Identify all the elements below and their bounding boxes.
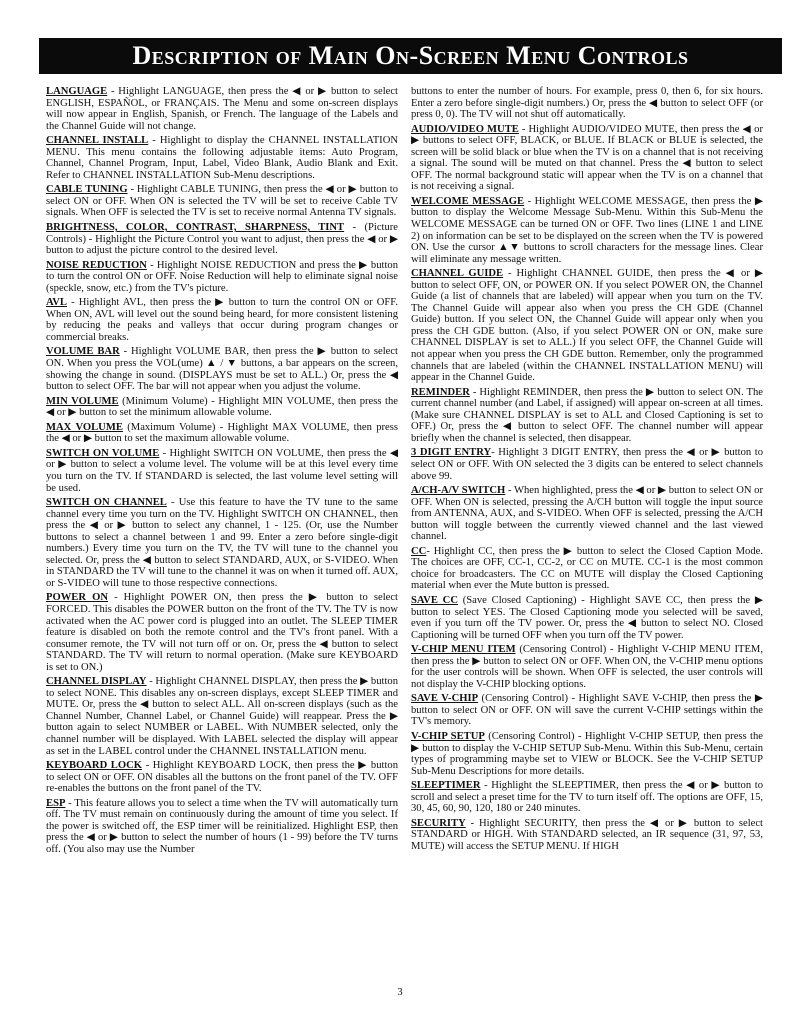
entry-text: (Censoring Control) - Highlight SAVE V-CHIP, then press the ▶ button to select ON or OFF. ON will save the current V-CHIP settings within the TV's memory. — [411, 693, 763, 728]
entry-term: NOISE REDUCTION — [46, 259, 147, 271]
entry-text: - Highlight CC, then press the ▶ button to select the Closed Caption Mode. The choices are OFF, CC-1, CC-2, or CC on MUTE. CC-1 is the most common choice for broadcasters. The CC on MUTE will display the Closed Captioning material when ever the Mute button is pressed. — [411, 545, 763, 592]
entry-text: - Highlight NOISE REDUCTION and press the ▶ button to turn the control ON or OFF. Noise Reduction will help to eliminate signal noise (speckle, snow, etc.) from the TV's picture. — [46, 259, 398, 294]
entry-channel-guide — [411, 268, 763, 383]
entry-term: BRIGHTNESS, COLOR, CONTRAST, SHARPNESS, TINT — [46, 222, 345, 234]
entry-term: WELCOME MESSAGE — [411, 195, 525, 207]
entry-term: AVL — [46, 297, 68, 309]
entry-noise-reduction — [46, 260, 398, 295]
page-title: Description of Main On-Screen Menu Controls — [39, 38, 782, 74]
entry-switch-on-channel — [46, 497, 398, 589]
entry-text: - This feature allows you to select a time when the TV will automatically turn off. The TV must remain on continuously during the amount of time you select. If the power is switched off, the ESP timer will be reinitialized. Highlight ESP, then press the ◀ or ▶ button to select the number of hours (1 - 99) before the TV turns off. (You also may use the Number — [46, 797, 398, 855]
entry-term: LANGUAGE — [46, 86, 108, 97]
entry-channel-display — [46, 676, 398, 757]
entry-text: - Highlight POWER ON, then press the ▶ button to select FORCED. This disables the POWER button on the front of the TV. The TV is now activated when the AC power cord is plugged into an outlet. The SLEEP TIMER feature is disabled on both the remote control and the TV's front panel. With a consumer remote, the TV will not turn off or on. Or, press the ◀ button to select STANDARD. The TV will return to normal operation. (Make sure KEYBOARD is set to ON.) — [46, 592, 398, 673]
entry-term: CHANNEL DISPLAY — [46, 676, 147, 688]
entry-sleeptimer — [411, 780, 763, 815]
entry-cc — [411, 546, 763, 592]
entry-text: - Highlight CABLE TUNING, then press the ◀ or ▶ button to select ON or OFF. When ON is selected the TV will be set to receive Cable TV signals. When OFF is selected the TV is set to receive normal Antenna TV signals. — [46, 184, 398, 219]
entry-text: - Highlight VOLUME BAR, then press the ▶ button to select ON. When you press the VOL(ume) ▲ / ▼ buttons, a bar appears on the screen, showing the change in sound. (DISPLAYS must be set to ALL.) Or, press the ◀ button to select OFF. The bar will not appear when you adjust the volume. — [46, 346, 398, 393]
entry-text: - Highlight AUDIO/VIDEO MUTE, then press the ◀ or ▶ buttons to select OFF, BLACK, or BLUE. If BLACK or BLUE is selected, the screen will be solid black or blue when the TV is on a channel that is not receiving a signal. The sound will be muted on that channel. Press the ◀ button to select OFF. The normal background static will appear when the TV is on a channel that is not receiving a signal. — [411, 123, 764, 193]
entry-term: MAX VOLUME — [46, 421, 123, 433]
entry-term: ESP — [46, 797, 66, 809]
entry-save-v-chip — [411, 693, 763, 728]
entry-term: VOLUME BAR — [46, 346, 120, 358]
entry-term: SECURITY — [411, 817, 466, 829]
entry-audio-video-mute — [411, 124, 763, 193]
entry-text: - When highlighted, press the ◀ or ▶ button to select ON or OFF. When ON is selected, pressing the A/CH button will toggle the input source from ANTENNA, AUX, and S-VIDEO. When OFF is selected, pressing the A/CH button will toggle between the currently viewed channel and the last viewed channel. — [411, 485, 764, 543]
entry-text: (Censoring Control) - Highlight V-CHIP MENU ITEM, then press the ▶ button to select ON or OFF. When ON, the V-CHIP menu options for the user controls will be shown. When OFF is selected, the user controls will not display the V-CHIP blocking options. — [411, 644, 763, 690]
entry-text: - Highlight SWITCH ON VOLUME, then press the ◀ or ▶ button to select a volume level. The volume will be at this level every time you turn on the TV. If STANDARD is selected, the last volume level setting will be used. — [46, 447, 398, 494]
entry-text: - Use this feature to have the TV tune to the same channel every time you turn on the TV. Highlight SWITCH ON CHANNEL, then press the ◀ or ▶ button to select any channel, 1 - 125. (Or, use the Number buttons to select a channel between 1 and 99. Enter a zero before single-digit numbers.) Every time you turn on the TV, the TV will tune to the channel you selected. Or, press the ◀ button to select STANDARD, AUX, or S-VIDEO. When in STANDARD the TV will tune to the channel it was on when it turned off. AUX, or S-VIDEO will tune to those respective connections. — [46, 497, 398, 589]
entry-v-chip-setup — [411, 731, 763, 777]
entry-term: SAVE V-CHIP — [411, 693, 479, 705]
entry-text: (Minimum Volume) - Highlight MIN VOLUME, then press the ◀ or ▶ button to set the minimum allowable volume. — [46, 395, 398, 419]
entry-term: A/CH-A/V SWITCH — [411, 485, 506, 497]
page-number: 3 — [397, 987, 403, 998]
entry-term: CHANNEL GUIDE — [411, 268, 504, 280]
entry-term: POWER ON — [46, 592, 108, 604]
entry-term: 3 DIGIT ENTRY — [411, 447, 492, 459]
entry-term: CC — [411, 545, 427, 557]
entry-esp — [46, 798, 398, 856]
entry-text: - Highlight AVL, then press the ▶ button to turn the control ON or OFF. When ON, AVL will level out the sound being heard, for more consistent listening by reducing the peaks and valleys that occur during program changes or commercial breaks. — [46, 297, 398, 343]
entry-a-ch-av-switch — [411, 485, 763, 543]
entry-max-volume — [46, 422, 398, 445]
right-column — [411, 86, 763, 855]
left-column — [46, 86, 398, 858]
entry-term: SWITCH ON CHANNEL — [46, 497, 167, 509]
entry-text: - (Picture Controls) - Highlight the Picture Control you want to adjust, then press the ◀ or ▶ button to adjust the picture control to the desired level. — [46, 222, 398, 257]
entry-v-chip-menu-item — [411, 644, 763, 690]
entry-term: V-CHIP SETUP — [411, 730, 485, 742]
entry-text: - Highlight CHANNEL DISPLAY, then press the ▶ button to select NONE. This disables any on-screen displays, except SLEEP TIMER and MUTE. Or, press the ◀ button to select ALL. All on-screen displays (such as the Channel Number, Channel Label, or Channel Guide) will reappear. Press the ▶ button again to select NUMBER or LABEL. With NUMBER selected, only the channel number will be displayed. With LABEL selected the display will appear as set in the LABEL control under the CHANNEL INSTALLATION menu. — [46, 676, 398, 757]
entry-security — [411, 818, 763, 853]
entry-text: - Highlight to display the CHANNEL INSTALLATION MENU. This menu contains the following adjustable items: Auto Program, Channel, Channel Program, Input, Label, Video Blank, Audio Blank and Exit. Refer to CHANNEL INSTALLATION Sub-Menu descriptions. — [46, 135, 398, 181]
entry-text: - Highlight KEYBOARD LOCK, then press the ▶ button to select ON or OFF. ON disables all the buttons on the front panel of the TV. OFF re-enables the buttons on the front panel of the TV. — [46, 760, 398, 795]
entry-avl — [46, 297, 398, 343]
entry-text: - Highlight SECURITY, then press the ◀ or ▶ button to select STANDARD or HIGH. With STANDARD selected, an IR sequence (31, 97, 53, MUTE) will access the SETUP MENU. If HIGH — [411, 817, 763, 852]
entry-text: - Highlight REMINDER, then press the ▶ button to select ON. The current channel number (and Label, if assigned) will appear on-screen at all times. (Make sure CHANNEL DISPLAY is set to ALL and Closed Captioning is set to OFF.) Or, press the ◀ button to select OFF. The channel number will appear briefly when the channel is selected, then disappear. — [411, 386, 763, 444]
entry-term: SAVE CC — [411, 594, 458, 606]
entry-term: REMINDER — [411, 386, 470, 398]
entry-term: SLEEPTIMER — [411, 780, 481, 792]
entry-text: - Highlight the SLEEPTIMER, then press the ◀ or ▶ button to scroll and select a preset time for the TV to turn itself off. The options are OFF, 15, 30, 45, 60, 90, 120, 180 or 240 minutes. — [411, 780, 764, 815]
entry-term: CHANNEL INSTALL — [46, 135, 149, 147]
entry-term: KEYBOARD LOCK — [46, 760, 143, 772]
entry-text: buttons to enter the number of hours. For example, press 0, then 6, for six hours. Enter a zero before single-digit numbers.) Or, press the ◀ button to select OFF (or press 0, 0). The TV will not shut off automatically. — [411, 86, 763, 121]
entry-welcome-message — [411, 196, 763, 265]
entry-text: - Highlight CHANNEL GUIDE, then press the ◀ or ▶ button to select OFF, ON, or POWER ON. If you select POWER ON, the Channel Guide (a list of channels that are labeled) will appear when you turn on the TV. The Channel Guide will appear also when you press the CH GDE (Channel Guide) button. If you select ON, the Channel Guide will appear only when you press the CH GDE button. (Also, if you select POWER ON or ON, make sure CHANNEL DISPLAY is set to ALL.) If you select OFF, the Channel Guide will not appear when you press the CH GDE button. Remember, only the programmed channels that are labeled (within the CHANNEL INSTALLATION MENU) will appear in the Channel Guide. — [411, 268, 763, 384]
entry-switch-on-volume — [46, 448, 398, 494]
entry-save-cc — [411, 595, 763, 641]
entry-term: CABLE TUNING — [46, 184, 128, 196]
entry-term: MIN VOLUME — [46, 395, 119, 407]
entry-cable-tuning — [46, 184, 398, 219]
entry-language — [46, 86, 398, 132]
entry-channel-install — [46, 135, 398, 181]
entry-term: AUDIO/VIDEO MUTE — [411, 123, 519, 135]
entry-text: - Highlight WELCOME MESSAGE, then press the ▶ button to display the Welcome Message Sub-Menu. Within this Sub-Menu the WELCOME MESSAGE can be turned ON or OFF. Two lines (LINE 1 and LINE 2) on information can be set to be displayed on the screen when the TV is powered ON. Use the cursor ▲▼ buttons to scroll characters for the message lines. Clear will eliminate any message written. — [411, 195, 763, 265]
entry-reminder — [411, 387, 763, 445]
entry-3-digit-entry — [411, 447, 763, 482]
entry-text: (Censoring Control) - Highlight V-CHIP SETUP, then press the ▶ button to display the V-CHIP SETUP Sub-Menu. Within this Sub-Menu, certain types of programming maybe set to VIEW or BLOCK. See the V-CHIP SETUP Sub-Menu Descriptions for more details. — [411, 730, 763, 777]
entry-keyboard-lock — [46, 760, 398, 795]
entry-text: (Save Closed Captioning) - Highlight SAVE CC, then press the ▶ button to select YES. The Closed Captioning mode you selected will be saved, even if you turn off the TV power. Or, press the ◀ button to select NO. Closed Captioning will be turned OFF when you turn off the TV power. — [411, 594, 764, 641]
entry-text: - Highlight LANGUAGE, then press the ◀ or ▶ button to select ENGLISH, ESPAÑOL, or FRANÇAIS. The Menu and some on-screen displays will now appear in English, Spanish, or French. The language of the Labels and the Channel Guide will not change. — [46, 86, 398, 132]
entry-min-volume — [46, 396, 398, 419]
entry-picture-controls — [46, 222, 398, 257]
entry-term: SWITCH ON VOLUME — [46, 447, 160, 459]
entry-text: (Maximum Volume) - Highlight MAX VOLUME, then press the ◀ or ▶ button to set the maximum allowable volume. — [46, 421, 398, 445]
entry-text: - Highlight 3 DIGIT ENTRY, then press the ◀ or ▶ button to select ON or OFF. With ON selected the 3 digits can be entered to select channels above 99. — [411, 447, 763, 482]
entry-esp-continued — [411, 86, 763, 121]
entry-term: V-CHIP MENU ITEM — [411, 644, 516, 656]
entry-power-on — [46, 592, 398, 673]
entry-volume-bar — [46, 346, 398, 392]
